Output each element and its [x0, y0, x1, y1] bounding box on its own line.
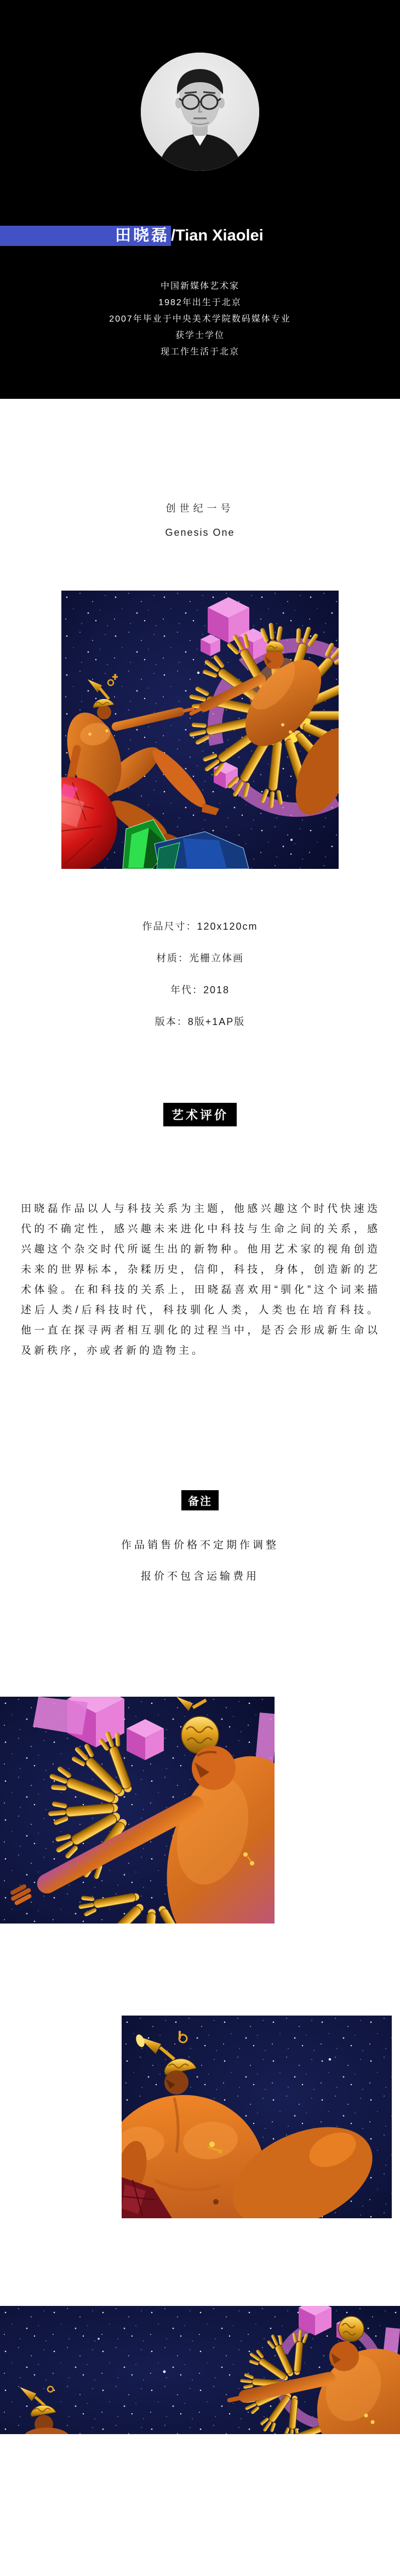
artist-avatar: [141, 53, 259, 171]
artist-name-row: [0, 225, 400, 246]
review-title-box: 艺术评价: [163, 1103, 237, 1126]
notes-lines: [0, 1530, 400, 1592]
genesis-one-artwork: [61, 591, 339, 869]
bio-line: 2007年毕业于中央美术学院数码媒体专业: [109, 314, 291, 324]
review-section-header: [0, 1103, 400, 1126]
notes-section-header: [0, 1490, 400, 1510]
bio-line: 1982年出生于北京: [158, 298, 242, 307]
artwork-title-zh: 创世纪一号: [165, 503, 235, 514]
artwork-title-en: Genesis One: [165, 527, 235, 538]
notes-title-box: 备注: [181, 1490, 219, 1510]
detail-material: 材质：光栅立体画: [156, 953, 244, 964]
detail-right-figure: [0, 1697, 275, 1924]
artwork-main-image: [61, 591, 339, 869]
artist-name-zh: 田晓磊: [115, 226, 169, 244]
detail-year: 年代：2018: [170, 984, 230, 995]
bio-line: 中国新媒体艺术家: [160, 282, 239, 291]
name-accent-banner: [0, 226, 171, 246]
hero-section: [0, 0, 400, 399]
detail-left-figure: [122, 2016, 392, 2218]
note-line: 报价不包含运输费用: [140, 1571, 259, 1582]
artwork-detail-image-3: [0, 2306, 400, 2434]
artist-name-en: /Tian Xiaolei: [171, 226, 264, 244]
bio-line: 现工作生活于北京: [160, 347, 239, 357]
bio-line: 获学士学位: [175, 331, 225, 340]
review-paragraph: 田晓磊作品以人与科技关系为主题，他感兴趣这个时代快速迭代的不确定性，感兴趣未来进化中科技与生命之间的关系，感兴趣这个杂交时代所诞生出的新物种。他用艺术家的视角创造未来的世界标本，杂糅历史，信仰，科技，身体，创造新的艺术体验。在和科技的关系上，田晓磊喜欢用“驯化”这个词来描述后人类/后科技时代，科技驯化人类，人类也在培育科技。他一直在探寻两者相互驯化的过程当中，是否会形成新生命以及新秩序，亦或者新的造物主。: [21, 1203, 380, 1356]
artist-bio: [0, 278, 400, 360]
detail-edition: 版本：8版+1AP版: [155, 1016, 245, 1027]
detail-size: 作品尺寸：120x120cm: [142, 921, 258, 932]
artist-portrait-illustration: [141, 53, 259, 171]
artwork-details: [0, 911, 400, 1038]
detail-wide-scene: [0, 2306, 400, 2434]
note-line: 作品销售价格不定期作调整: [121, 1539, 279, 1551]
artwork-detail-image-1: [0, 1697, 275, 1924]
artwork-detail-image-2: [122, 2016, 392, 2218]
artwork-title-block: [0, 502, 400, 539]
